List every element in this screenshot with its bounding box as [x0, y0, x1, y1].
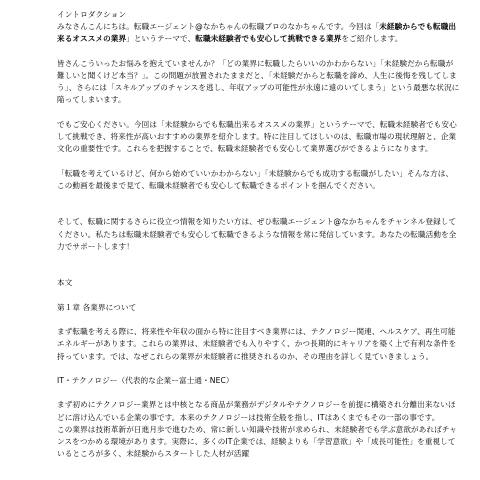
intro-p1-emphasis-b: 転職未経験者でも安心して挑戦できる業界 [195, 34, 342, 44]
intro-paragraph-5: そして、転職に関するさらに役立つ情報を知りたい方は、ぜひ転職エージェント@なかちゃんをチャンネル登録してください。私たちは転職未経験者でも安心して転職できるような情報を常に発信しています。あなたの転職活動を全力でサポートします！ [57, 217, 457, 251]
body-paragraph-1: まず転職を考える際に、将来性や年収の面から特に注目すべき業界には、テクノロジー関連、ヘルスケア、再生可能エネルギーがあります。これらの業界は、未経験者でも入りやすく、かつ長期的にキャリアを築く上で有利な条件を持っています。では、なぜこれらの業界が未経験者に推奨されるのか、その理由を詳しく見ていきましょう。 [57, 327, 457, 361]
intro-paragraph-3: でもご安心ください。今回は「未経験からでも転職出来るオススメの業界」というテーマで、転職未経験者でも安心して挑戦でき、将来性が高いおすすめの業界を紹介します。特に注目してほしいのは、転職市場の現状理解と、企業文化の重要性です。これらを把握することで、転職未経験者でも安心して業界選びができるようになります。 [57, 119, 457, 154]
intro-paragraph-2: 皆さんこういったお悩みを抱えていませんか？「どの業界に転職したらいいのかわからない」「未経験だから転職が難しいと聞くけど本当？」。この問題が放置されたままだと、「未経験だからと転職を諦め、人生に後悔を残してしまう」、さらには「スキルアップのチャンスを逃し、年収アップの可能性が永遠に遠のいてしまう」という最悪な状況に陥ってしまいます。 [57, 58, 460, 105]
intro-paragraph-1 [57, 21, 460, 45]
intro-p1-text-b: 」というテーマで、 [126, 34, 196, 44]
body-paragraph-2: まず初めにテクノロジー業界とは中核となる商品が業務がデジタルやテクノロジーを前提に構築され分離出来ないほどに溶け込んでいる企業の事です。本来のテクノロジーは技術全般を指し、ITはあくまでもその一部の事です。 [57, 400, 456, 422]
intro-paragraph-4: 「転職を考えているけど、何から始めていいかわからない」「未経験からでも成功する転職がしたい」そんな方は、この動画を最後まで見て、転職未経験者でも安心して転職できるポイントを掴んでください。 [57, 168, 454, 190]
intro-p1-text-c: をご紹介します。 [341, 34, 403, 44]
section-heading-it: IT・テクノロジー（代表的な企業ー富士通・NEC） [57, 375, 234, 385]
intro-p1-emphasis-a: 未経験からでも転職出来るオススメの業界 [57, 22, 457, 44]
body-paragraph-3: この業界は技術革新が日進月歩で進むため、常に新しい知識や技術が求められ、未経験者でも学ぶ意欲があればチャンスをつかめる環境があります。実際に、多くのIT企業では、経験よりも「学習意欲」や「成長可能性」を重視しているところが多く、未経験からスタートした人材が活躍 [57, 424, 457, 459]
intro-p1-text-a: みなさんこんにちは。転職エージェント@なかちゃんの転職ブロのなかちゃんです。今回は「 [57, 22, 380, 32]
intro-heading: イントロダクション [57, 10, 127, 19]
chapter-heading: 第１章 各業界について [57, 302, 137, 312]
body-heading: 本文 [57, 278, 73, 288]
